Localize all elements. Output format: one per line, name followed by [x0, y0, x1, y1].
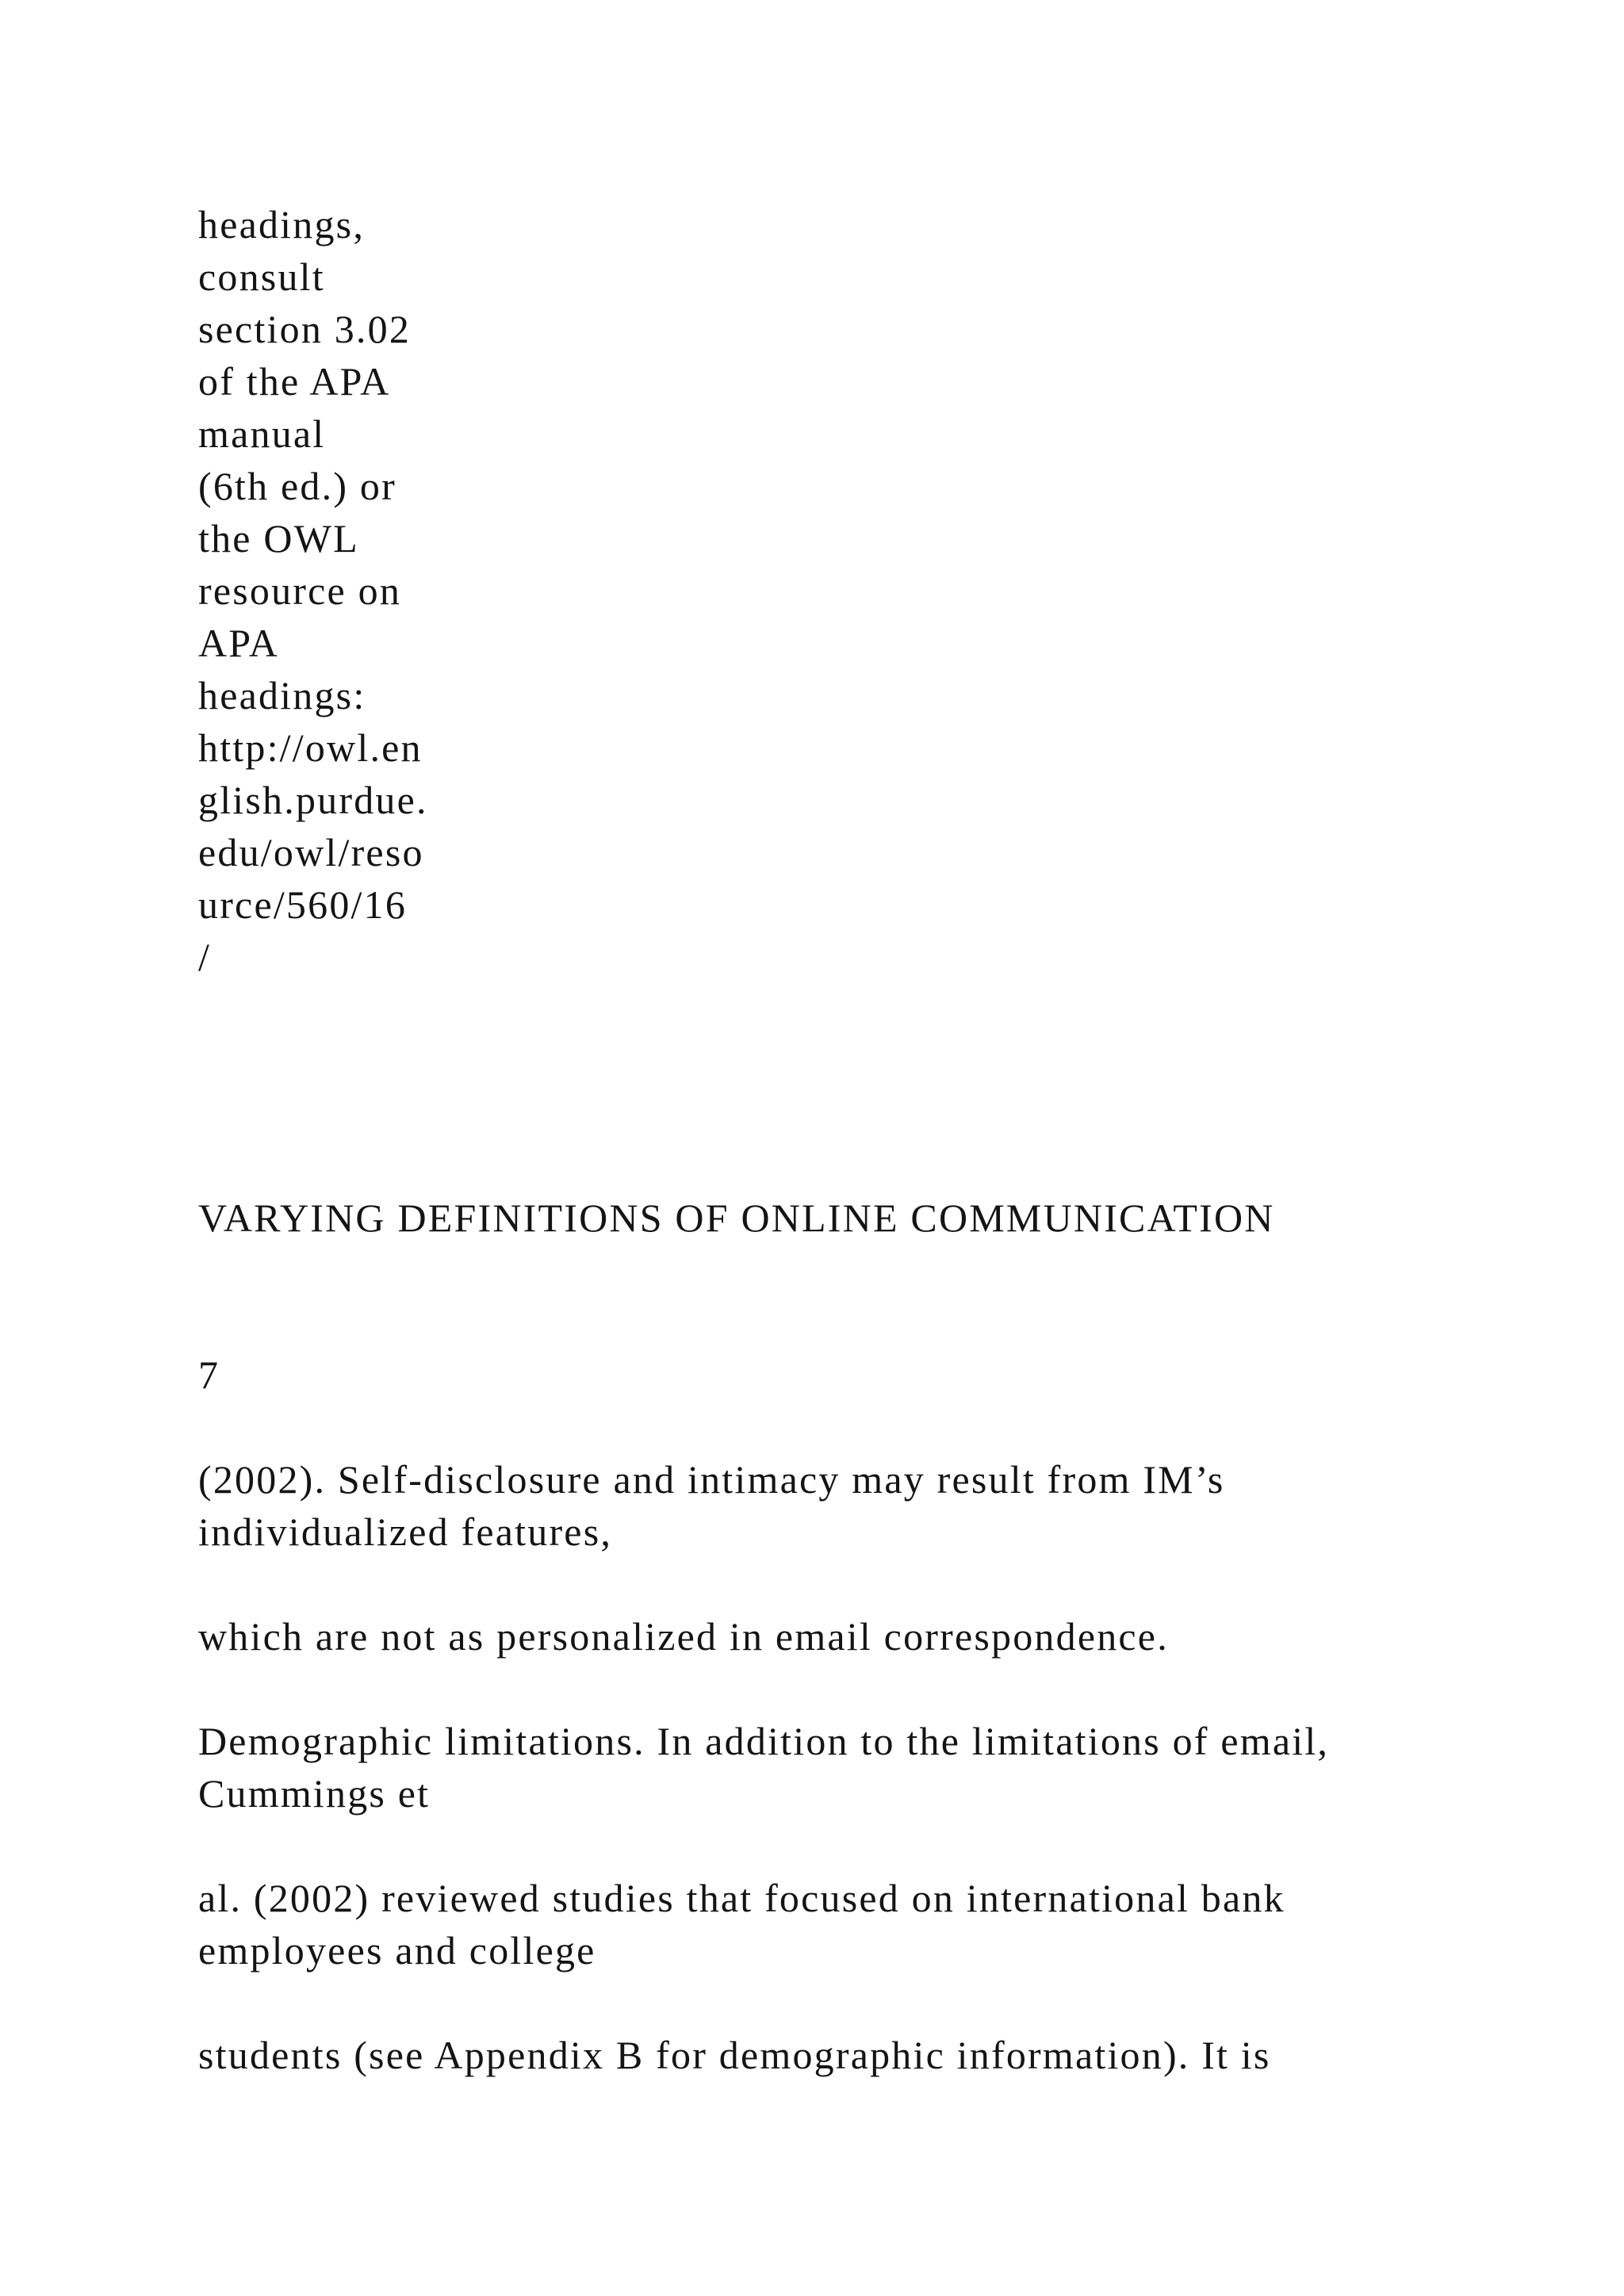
body-line: which are not as personalized in email correspondence.	[198, 1614, 1169, 1659]
sidenote-line: the OWL	[198, 516, 359, 561]
sidenote-line: section 3.02	[198, 307, 412, 351]
sidenote-line: of the APA	[198, 359, 391, 404]
sidenote-line: glish.purdue.	[198, 778, 428, 822]
sidenote-line: consult	[198, 254, 325, 299]
sidenote-line: resource on	[198, 568, 402, 613]
sidenote-line: /	[198, 935, 212, 979]
body-line: al. (2002) reviewed studies that focused on international bank	[198, 1876, 1285, 1920]
sidenote-line: headings:	[198, 673, 366, 718]
sidenote-line: edu/owl/reso	[198, 830, 424, 874]
page-number: 7	[198, 1353, 220, 1397]
body-line: Demographic limitations. In addition to the limitations of email,	[198, 1719, 1330, 1763]
sidenote-line: manual	[198, 411, 326, 456]
sidenote-line: http://owl.en	[198, 725, 423, 770]
body-line: employees and college	[198, 1928, 596, 1973]
body-line: students (see Appendix B for demographic information). It is	[198, 2033, 1271, 2077]
sidenote-line: (6th ed.) or	[198, 464, 396, 508]
sidenote-line: APA	[198, 621, 280, 665]
sidenote-line: headings,	[198, 202, 366, 247]
sidenote-line: urce/560/16	[198, 882, 408, 927]
body-line: Cummings et	[198, 1771, 431, 1816]
running-head: VARYING DEFINITIONS OF ONLINE COMMUNICATION	[198, 1196, 1275, 1240]
body-line: individualized features,	[198, 1510, 613, 1554]
body-line: (2002). Self-disclosure and intimacy may result from IM’s	[198, 1457, 1225, 1502]
